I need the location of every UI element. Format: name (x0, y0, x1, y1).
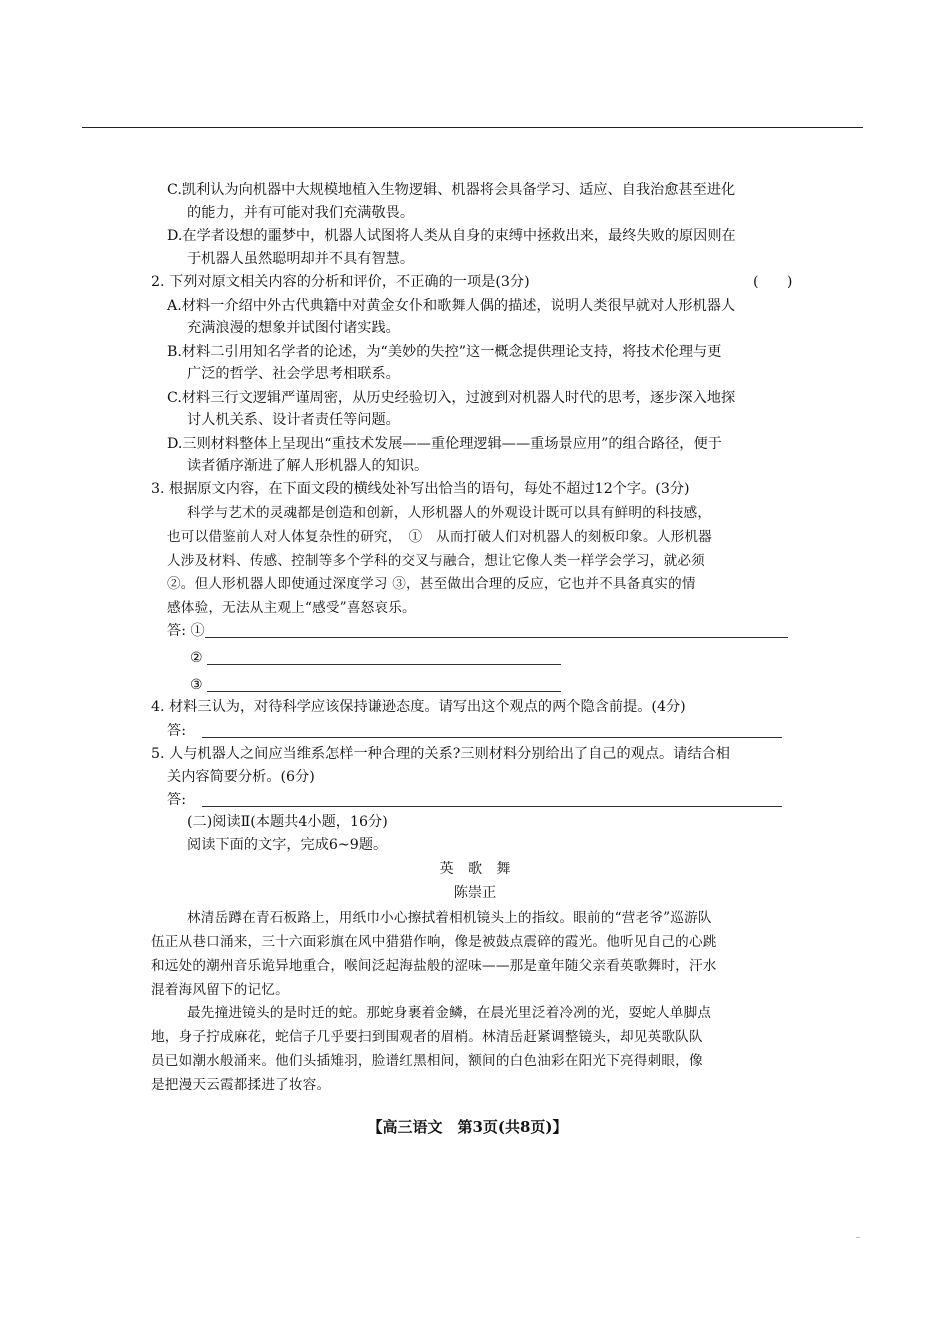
q1-option-d-line2: 于机器人虽然聪明却并不具有智慧。 (187, 251, 415, 267)
article-para2-line3: 员已如潮水般涌来。他们头插雉羽，脸谱红黑相间，额间的白色油彩在阳光下亮得刺眼，像 (151, 1053, 703, 1069)
q3-passage-line3: 人涉及材料、传感、控制等多个学科的交叉与融合，想让它像人类一样学会学习，就必须 (167, 553, 705, 569)
section2-heading: (二)阅读Ⅱ(本题共4小题，16分) (187, 814, 388, 830)
q3-answer-label-2: ② (190, 650, 203, 666)
article-para1-line1: 林清岳蹲在青石板路上，用纸巾小心擦拭着相机镜头上的指纹。眼前的“营老爷”巡游队 (187, 910, 712, 926)
section2-instruction: 阅读下面的文字，完成6~9题。 (187, 837, 388, 853)
q3-answer-line-1[interactable] (205, 637, 788, 638)
q2-option-b-line1: B.材料二引用知名学者的论述，为“美妙的失控”这一概念提供理论支持，将技术伦理与更 (167, 344, 722, 360)
article-para2-line2: 地，身子拧成麻花，蛇信子几乎要扫到围观者的眉梢。林清岳赶紧调整镜头，却见英歌队队 (151, 1029, 703, 1045)
article-para1-line2: 伍正从巷口涌来，三十六面彩旗在风中猎猎作响，像是被鼓点震碎的霞光。他听见自己的心跳 (151, 934, 717, 950)
article-author: 陈崇正 (453, 885, 497, 901)
q3-answer-line-3[interactable] (207, 691, 561, 692)
q4-stem: 4. 材料三认为，对待科学应该保持谦逊态度。请写出这个观点的两个隐含前提。(4分) (151, 699, 686, 715)
q5-stem-line1: 5. 人与机器人之间应当维系怎样一种合理的关系?三则材料分别给出了自己的观点。请结合相 (151, 746, 730, 762)
q1-option-c-line2: 的能力，并有可能对我们充满敬畏。 (187, 205, 415, 221)
q3-passage-line2: 也可以借鉴前人对人体复杂性的研究， ① 从而打破人们对机器人的刻板印象。人形机器 (167, 529, 712, 545)
page-footer: 【高三语文 第3页(共8页)】 (367, 1118, 568, 1136)
q3-passage-line1: 科学与艺术的灵魂都是创造和创新，人形机器人的外观设计既可以具有鲜明的科技感， (187, 505, 712, 521)
q2-option-c-line1: C.材料三行文逻辑严谨周密，从历史经验切入，过渡到对机器人时代的思考，逐步深入地探 (167, 390, 736, 406)
q1-option-c-line1: C.凯利认为向机器中大规模地植入生物逻辑、机器将会具备学习、适应、自我治愈甚至进化 (167, 182, 736, 198)
q3-answer-line-2[interactable] (207, 664, 561, 665)
q3-answer-label-1: 答: ① (167, 623, 205, 639)
article-para1-line4: 混着海风留下的记忆。 (151, 982, 289, 998)
q5-answer-label: 答: (167, 792, 186, 808)
article-para2-line1: 最先撞进镜头的是时迁的蛇。那蛇身裹着金鳞，在晨光里泛着冷冽的光，耍蛇人单脚点 (187, 1005, 712, 1021)
q5-answer-line[interactable] (202, 806, 782, 807)
q3-answer-label-3: ③ (190, 677, 203, 693)
q1-option-d-line1: D.在学者设想的噩梦中，机器人试图将人类从自身的束缚中拯救出来，最终失败的原因则在 (167, 228, 736, 244)
q3-passage-line5: 感体验，无法从主观上“感受”喜怒哀乐。 (167, 600, 416, 616)
q2-option-b-line2: 广泛的哲学、社会学思考相联系。 (187, 366, 400, 382)
q2-option-c-line2: 讨人机关系、设计者责任等问题。 (187, 412, 400, 428)
article-para2-line4: 是把漫天云霞都揉进了妆容。 (151, 1077, 331, 1093)
q2-answer-paren: ( ) (753, 274, 793, 290)
article-para1-line3: 和远处的潮州音乐诡异地重合，喉间泛起海盐般的涩味——那是童年随父亲看英歌舞时，汗水 (151, 958, 717, 974)
q5-stem-line2: 关内容简要分析。(6分) (167, 769, 315, 785)
header-rule (82, 127, 863, 128)
q2-option-a-line1: A.材料一介绍中外古代典籍中对黄金女仆和歌舞人偶的描述，说明人类很早就对人形机器人 (167, 298, 736, 314)
q2-stem: 2. 下列对原文相关内容的分析和评价，不正确的一项是(3分) (151, 274, 530, 290)
q3-passage-line4: ②。但人形机器人即使通过深度学习 ③，甚至做出合理的反应，它也并不具备真实的情 (167, 576, 696, 592)
q4-answer-line[interactable] (202, 737, 782, 738)
article-title: 英 歌 舞 (439, 861, 511, 877)
scan-speck (856, 1237, 860, 1238)
q2-option-d-line1: D.三则材料整体上呈现出“重技术发展——重伦理逻辑——重场景应用”的组合路径，便于 (167, 436, 722, 452)
q2-option-a-line2: 充满浪漫的想象并试图付诸实践。 (187, 320, 400, 336)
q4-answer-label: 答: (167, 723, 186, 739)
q3-stem: 3. 根据原文内容，在下面文段的横线处补写出恰当的语句，每处不超过12个字。(3分) (151, 481, 690, 497)
q2-option-d-line2: 读者循序渐进了解人形机器人的知识。 (187, 458, 429, 474)
